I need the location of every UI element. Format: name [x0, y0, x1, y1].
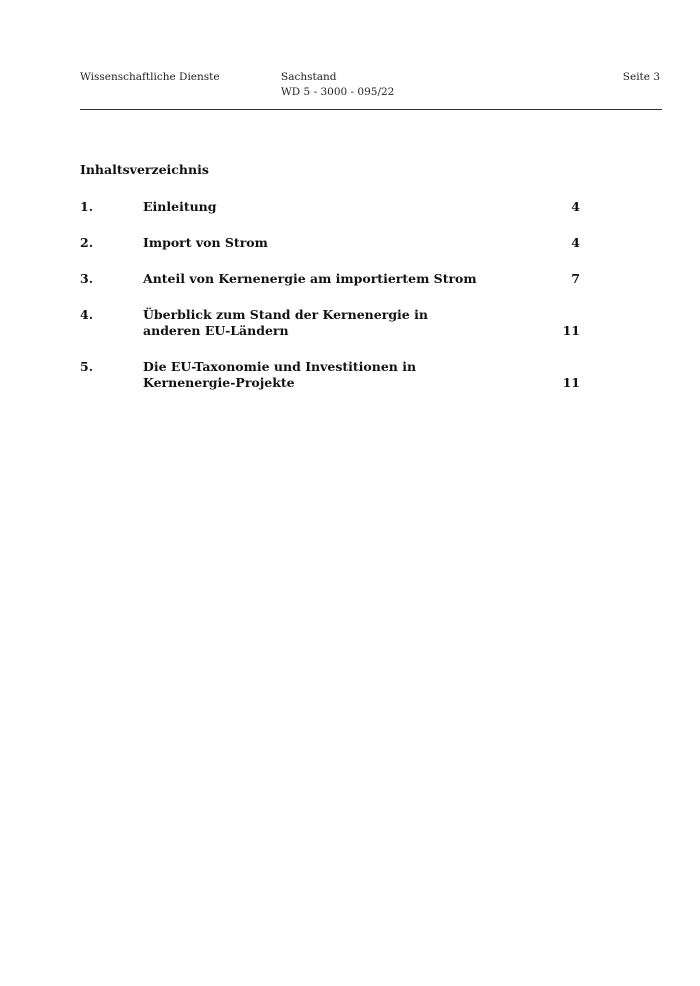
table-of-contents [80, 199, 580, 391]
toc-entry-number: 3. [80, 271, 94, 286]
toc-entry-page: 11 [562, 323, 580, 338]
toc-entry-number: 1. [80, 199, 94, 214]
header-institution: Wissenschaftliche Dienste [80, 71, 220, 83]
toc-entry-page: 4 [571, 199, 580, 214]
header-doc-number: WD 5 - 3000 - 095/22 [281, 86, 395, 98]
toc-entry-page: 11 [562, 375, 580, 390]
toc-entry-number: 5. [80, 359, 94, 374]
toc-entry-title: Einleitung [143, 199, 217, 214]
toc-entry-1[interactable] [80, 199, 580, 215]
toc-entry-number: 4. [80, 307, 94, 322]
toc-entry-4[interactable] [80, 307, 580, 339]
toc-entry-page: 7 [571, 271, 580, 286]
toc-heading: Inhaltsverzeichnis [80, 162, 209, 177]
toc-entry-5[interactable] [80, 359, 580, 391]
header-doc-type: Sachstand [281, 71, 337, 83]
toc-entry-page: 4 [571, 235, 580, 250]
toc-entry-2[interactable] [80, 235, 580, 251]
header-page-label: Seite 3 [622, 71, 660, 83]
toc-entry-title: Import von Strom [143, 235, 268, 250]
toc-entry-title: Anteil von Kernenergie am importiertem Strom [143, 271, 477, 286]
toc-entry-title: Die EU-Taxonomie und Investitionen in Kernenergie-Projekte [143, 359, 417, 390]
toc-entry-3[interactable] [80, 271, 580, 287]
toc-entry-title: Überblick zum Stand der Kernenergie in anderen EU-Ländern [143, 307, 428, 338]
header-divider [80, 109, 662, 110]
header-document-info [281, 70, 394, 100]
toc-entry-number: 2. [80, 235, 94, 250]
